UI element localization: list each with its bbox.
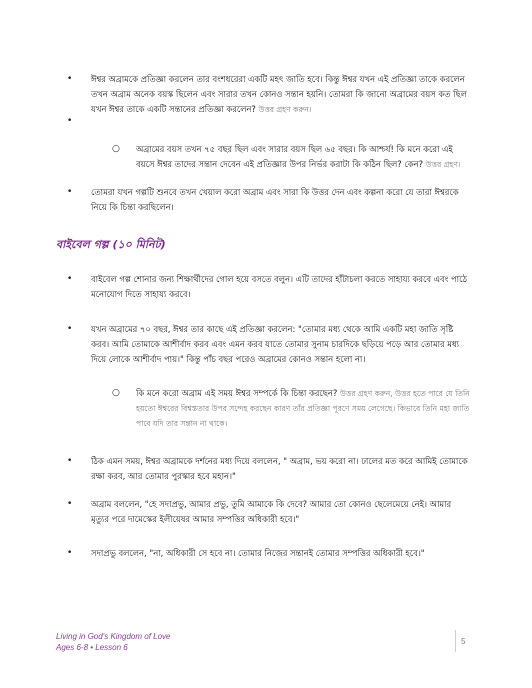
item-text: ঈশ্বর অব্রামকে প্রতিজ্ঞা করলেন তার বংশধরেরা একটি মহৎ জাতি হবে। কিন্তু ঈশ্বর যখন এই প্রতিজ্ঞা তাকে করলেন তখন অব্রাম অনেক বয়স্ক ছিলেন এবং সারার তখন কোনও সন্তান হয়নি। তোমরা কি জানো অব্রামের বয়স কত ছিল যখন ঈশ্বর তাকে একটি সন্তানের প্রতিজ্ঞা করলেন? (91, 74, 467, 114)
bullet-icon: • (67, 456, 73, 466)
list-item (67, 546, 471, 561)
bullet-icon: • (67, 548, 73, 558)
item-text: কি মনে করো অব্রাম এই সময় ঈশ্বর সম্পর্কে কি চিন্তা করছেন? (136, 388, 338, 398)
item-text: বাইবেল গল্প শোনার জন্য শিক্ষার্থীদের গোল হয়ে বসতে বলুন। এটি তাদের হাঁটাচলা করতে সাহায্য করবে এবং পাঠে মনোযোগ দিতে সাহায্য করবে। (91, 274, 467, 299)
bullet-icon: • (67, 116, 73, 126)
page-number: 5 (461, 637, 466, 646)
item-response: উত্তর গ্রহণ করুন। (258, 105, 312, 114)
bullet-icon: • (67, 187, 73, 197)
footer-title: Living in God's Kingdom of Love (56, 632, 171, 641)
item-text: সদাপ্রভু বললেন, "না, অধিকারী সে হবে না। তোমার নিজের সন্তানই তোমার সম্পত্তির অধিকারী হবে।" (91, 548, 425, 558)
list-item (67, 185, 471, 215)
item-response: উত্তর গ্রহণ। (425, 160, 461, 169)
list-item (67, 322, 471, 367)
item-response: উত্তর গ্রহণ করুন, উত্তর হতে পারে যে তিনি হয়তো ঈশ্বরের বিশ্বস্ততার উপর সন্দেহ করছেন কারণ তাঁর প্রতিজ্ঞা পূরণে সময় লেগেছে। কিভাবে তিনি মহা জাতি পাবে যদি তার সন্তান না থাকে। (136, 389, 470, 428)
list-item (67, 272, 471, 302)
footer (56, 631, 170, 653)
item-text: অব্রাম বললেন, "হে সদাপ্রভু, আমার প্রভু, তুমি আমাকে কি দেবে? আমার তো কোনও ছেলেমেয়ে নেই। আমার মৃত্যুর পরে দামেস্কের ইলীয়েষর আমার সম্পত্তির অধিকারী হবে।" (91, 499, 452, 524)
bullet-icon: • (67, 274, 73, 284)
item-text: অব্রামের বয়স তখন ৭৫ বছর ছিল এবং সারার বয়স ছিল ৬৫ বছর। কি আশ্চর্য! কি মনে করো এই বয়সে ঈশ্বর তাদের সন্তান দেবেন এই প্রতিজ্ঞার উপর নির্ভর করাটা কি কঠিন ছিল? কেন? (136, 144, 453, 169)
item-text: ঠিক এমন সময়, ঈশ্বর অব্রামকে দর্শনের মধ্য দিয়ে বললেন, " অব্রাম, ভয় করো না। ঢালের মত করে আমিই তোমাকে রক্ষা করব, আর তোমার পুরস্কার হবে মহান।" (91, 456, 468, 481)
list-item (67, 497, 471, 527)
list-item (67, 72, 471, 117)
section-heading: বাইবেল গল্প (১০ মিনিট) (56, 238, 166, 251)
sub-list-item (112, 142, 471, 172)
bullet-icon: • (67, 74, 73, 84)
bullet-icon: • (67, 499, 73, 509)
item-text: তোমরা যখন গল্পটি শুনবে তখন খেয়াল করো অব্রাম এবং সারা কি উত্তর দেন এবং কল্পনা করো যে তারা ঈশ্বরকে নিয়ে কি চিন্তা করছিলেন। (91, 187, 459, 212)
footer-subtitle: Ages 6-8 • Lesson 6 (56, 643, 128, 652)
item-text: যখন অব্রামের ৭০ বছর, ঈশ্বর তার কাছে এই প্রতিজ্ঞা করলেন: "তোমার মধ্য থেকে আমি একটি মহা জাতি সৃষ্টি করব। আমি তোমাকে আশীর্বাদ করব এবং এমন করব যাতে তোমার সুনাম চারদিকে ছড়িয়ে পড়ে আর তোমার মধ্য দিয়ে লোকে আশীর্বাদ পায়।" কিন্তু পাঁচ বছর পরেও অব্রামের কোনও সন্তান হলো না। (91, 324, 460, 364)
sub-bullet-icon: ○ (112, 144, 120, 154)
sub-bullet-icon: ○ (112, 388, 120, 398)
list-item (67, 454, 471, 484)
footer-divider (455, 630, 456, 652)
sub-list-item (112, 386, 471, 431)
bullet-icon: • (67, 324, 73, 334)
